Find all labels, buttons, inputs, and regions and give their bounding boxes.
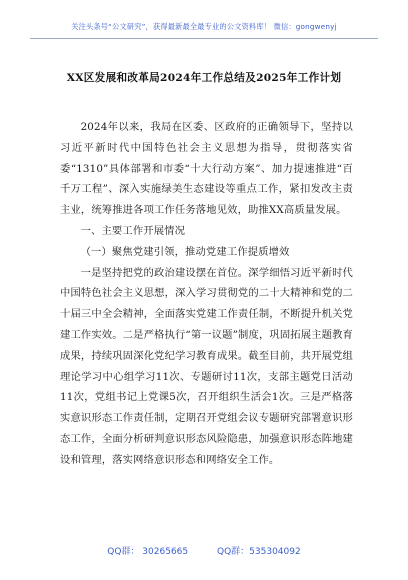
- document-title: XX区发展和改革局2024年工作总结及2025年工作计划: [66, 72, 342, 84]
- section-heading: 一、主要工作开展情况: [80, 224, 186, 237]
- promo-header: 关注头条号“公文研究”，获得最新最全最专业的公文资料库！ 微信：gongwenyj: [71, 22, 337, 31]
- subsection-heading: （一）聚焦党建引领，推动党建工作提质增效: [80, 245, 290, 258]
- intro-paragraph: 2024年以来，我局在区委、区政府的正确领导下，坚持以习近平新时代中国特色社会主义思想为指导，贯彻落实省委“1310”具体部署和市委“十大行动方案”、加力提速推进“百千万工程”、深入实施绿美生态建设等重点工作，紧扣发改主责主业，统筹推进各项工作任务落地见效，助推XX高质量发展。: [60, 121, 353, 217]
- document-body: [60, 117, 353, 471]
- header-divider: [30, 38, 378, 39]
- qq-group-1: QQ群： 30265665: [107, 547, 189, 557]
- footer-contacts: [0, 544, 408, 557]
- qq-group-2: QQ群：535304092: [217, 547, 301, 557]
- body-paragraph: 一是坚持把党的政治建设摆在首位。深学细悟习近平新时代中国特色社会主义思想，深入学习贯彻党的二十大精神和党的二十届三中全会精神，全面落实党建工作责任制，不断提升机关党建工作实效。二是严格执行“第一议题”制度，巩固拓展主题教育成果，持续巩固深化党纪学习教育成果。截至目前，共开展党组理论学习中心组学习11次、专题研讨11次，支部主题党日活动11次，党组书记上党课5次，召开组织生活会1次。三是严格落实意识形态工作责任制，定期召开党组会议专题研究部署意识形态工作，全面分析研判意识形态风险隐患，加强意识形态阵地建设和管理，落实网络意识形态和网络安全工作。: [60, 266, 353, 466]
